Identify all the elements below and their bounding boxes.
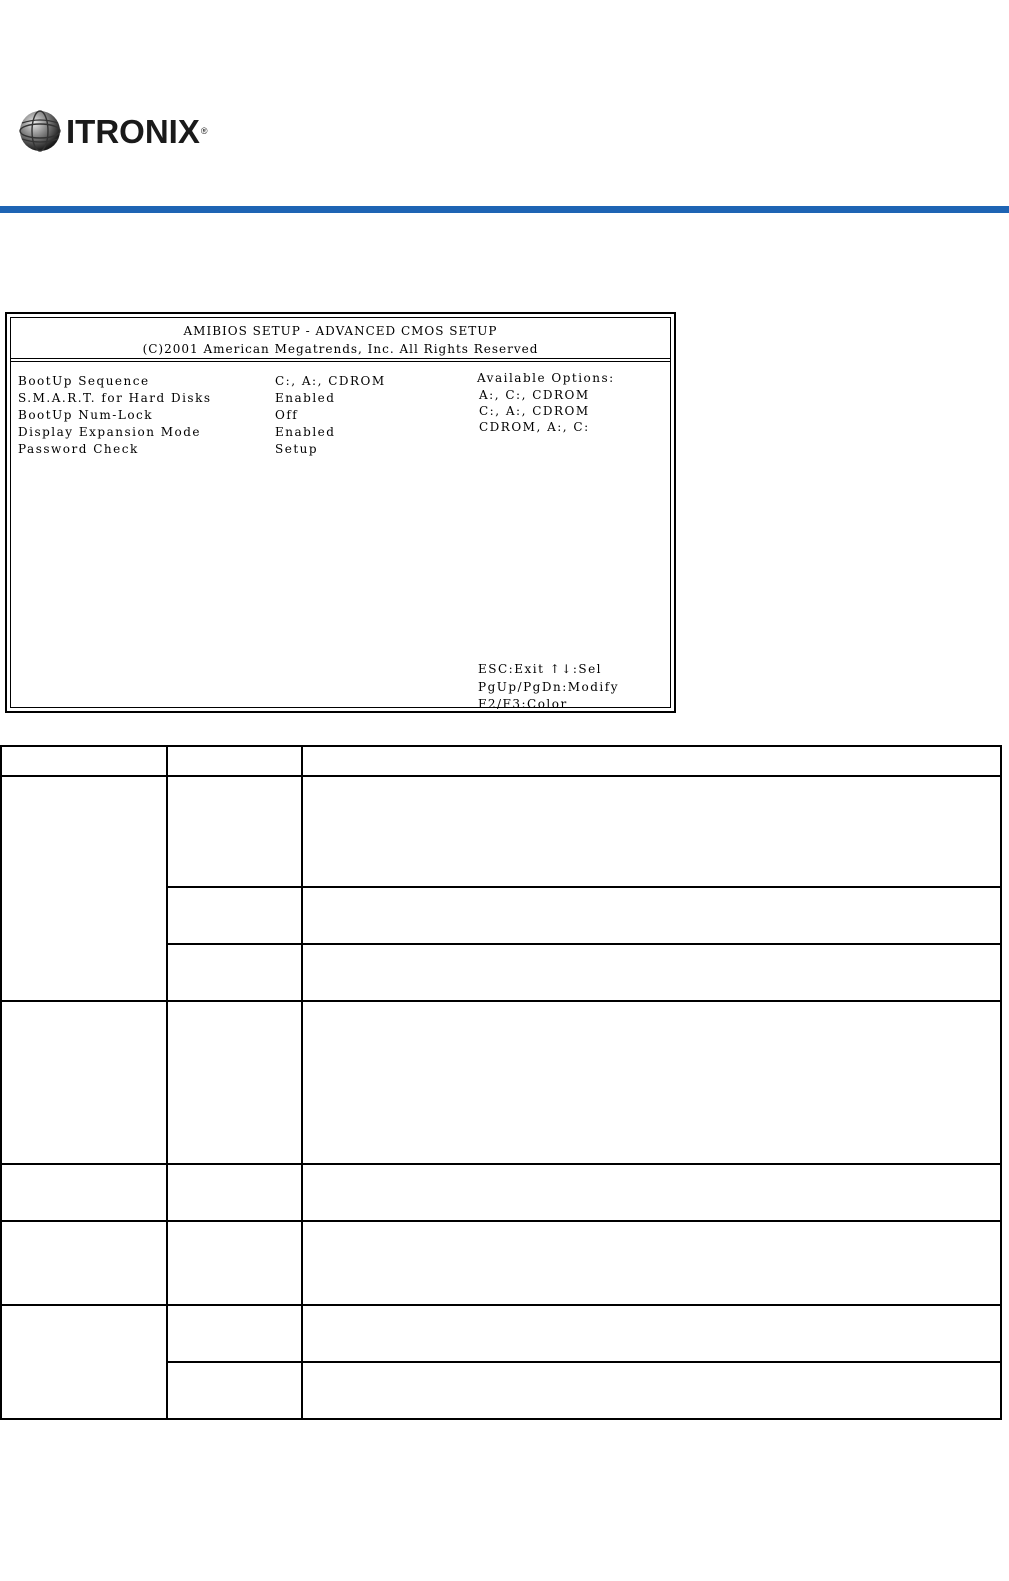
table-cell [1, 1001, 167, 1164]
table-row [1, 1221, 1001, 1305]
setting-label-numlock[interactable]: BootUp Num-Lock [18, 408, 154, 422]
bios-copyright: (C)2001 American Megatrends, Inc. All Rights Reserved [142, 342, 539, 356]
table-cell [302, 1164, 1001, 1221]
table-cell [167, 1001, 302, 1164]
table-row [1, 1001, 1001, 1164]
header-rule [0, 206, 1009, 213]
table-cell [302, 1221, 1001, 1305]
table-row [1, 1164, 1001, 1221]
table-cell [1, 1305, 167, 1419]
table-cell [167, 1164, 302, 1221]
brand-name: ITRONIX [66, 112, 200, 150]
help-color: F2/F3:Color [478, 697, 568, 711]
settings-table [0, 745, 1002, 1420]
table-header-row [1, 746, 1001, 776]
table-header-cell [1, 746, 167, 776]
table-cell [167, 944, 302, 1001]
table-cell [302, 1001, 1001, 1164]
table-row [1, 776, 1001, 887]
table-cell [302, 776, 1001, 887]
table-header-cell [167, 746, 302, 776]
setting-label-bootup-sequence[interactable]: BootUp Sequence [18, 374, 150, 388]
options-title: Available Options: [477, 371, 615, 385]
globe-icon [18, 109, 62, 153]
table-cell [167, 776, 302, 887]
bios-header [11, 318, 670, 359]
bios-title: AMIBIOS SETUP - ADVANCED CMOS SETUP [183, 324, 498, 338]
setting-label-password-check[interactable]: Password Check [18, 442, 139, 456]
table-cell [167, 1221, 302, 1305]
setting-label-display-expansion[interactable]: Display Expansion Mode [18, 425, 202, 439]
setting-label-smart[interactable]: S.M.A.R.T. for Hard Disks [18, 391, 212, 405]
help-modify: PgUp/PgDn:Modify [478, 680, 619, 694]
table-cell [302, 944, 1001, 1001]
table-cell [1, 776, 167, 1001]
option-item[interactable]: C:, A:, CDROM [479, 404, 590, 418]
table-cell [167, 887, 302, 944]
itronix-logo [18, 108, 207, 154]
setting-value-display-expansion[interactable]: Enabled [275, 425, 336, 439]
option-item[interactable]: CDROM, A:, C: [479, 420, 590, 434]
table-cell [167, 1305, 302, 1362]
help-exit-select: ESC:Exit ↑↓:Sel [478, 662, 603, 676]
setting-value-numlock[interactable]: Off [275, 408, 299, 422]
table-cell [302, 1305, 1001, 1362]
bios-divider [11, 361, 670, 362]
table-cell [167, 1362, 302, 1419]
table-cell [1, 1164, 167, 1221]
table-cell [302, 1362, 1001, 1419]
bios-inner-frame [10, 317, 671, 711]
table-header-cell [302, 746, 1001, 776]
bios-screen [5, 312, 676, 713]
table-cell [302, 887, 1001, 944]
registered-mark: ® [200, 126, 208, 136]
option-item[interactable]: A:, C:, CDROM [479, 388, 590, 402]
setting-value-password-check[interactable]: Setup [275, 442, 319, 456]
table-row [1, 1305, 1001, 1362]
table-cell [1, 1221, 167, 1305]
setting-value-smart[interactable]: Enabled [275, 391, 336, 405]
setting-value-bootup-sequence[interactable]: C:, A:, CDROM [275, 374, 386, 388]
